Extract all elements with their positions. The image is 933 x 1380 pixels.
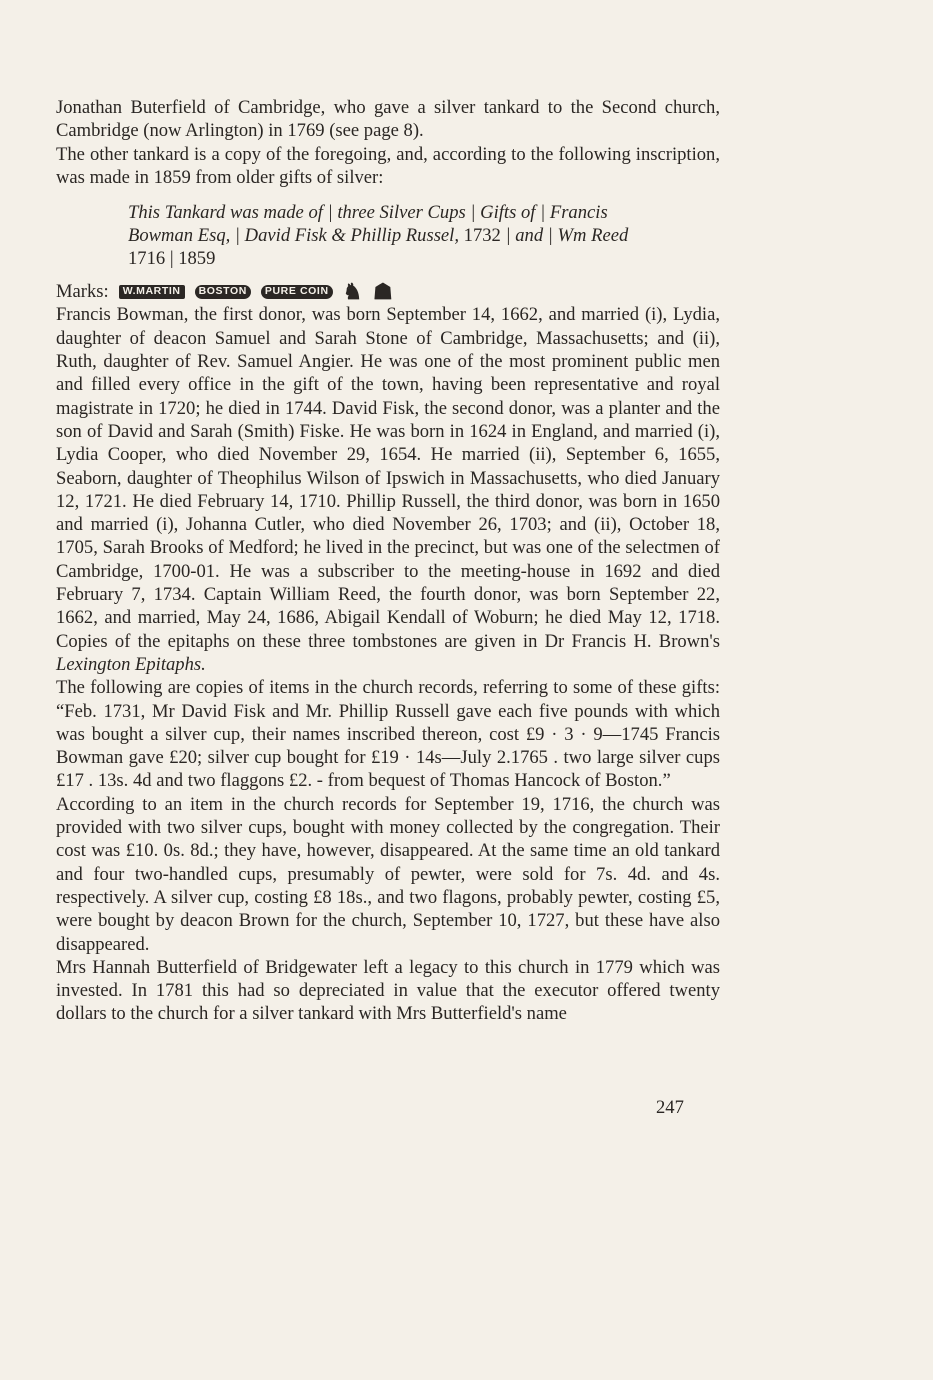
silversmith-marks bbox=[56, 280, 720, 303]
standard-mark-stamp: PURE COIN bbox=[261, 285, 333, 299]
book-title: Lexington Epitaphs. bbox=[56, 653, 206, 675]
marks-label: Marks: bbox=[56, 281, 109, 303]
paragraph: Mrs Hannah Butterfield of Bridgewater left a legacy to this church in 1779 which was invested. In 1781 this had so depreciated in value that the executor offered twenty dollars to the church for a silver tankard with Mrs Butterfield's name bbox=[56, 956, 720, 1025]
paragraph: The other tankard is a copy of the foregoing, and, according to the following inscription, was made in 1859 from older gifts of silver: bbox=[56, 143, 720, 188]
inscription-year: 1732 bbox=[463, 225, 501, 247]
paragraph-text: Francis Bowman, the first donor, was born September 14, 1662, and married (i), Lydia, daughter of deacon Samuel and Sarah Stone of Cambridge, Massachusetts; and (ii), Ruth, daughter of Rev. Samuel Angier. He was one of the most prominent public men and filled every office in the gift of the town, having been representative and royal magistrate in 1720; he died in 1744. David Fisk, the second donor, was a planter and the son of David and Sarah (Smith) Fiske. He was born in 1624 in England, and married (i), Lydia Cooper, who died November 29, 1654. He married (ii), September 6, 1655, Seaborn, daughter of Theophilus Wilson of Ipswich in Massachusetts, who died January 12, 1721. He died February 14, 1710. Phillip Russell, the third donor, was born in 1650 and married (i), Johanna Cutler, who died November 26, 1703; and (ii), October 18, 1705, Sarah Brooks of Medford; he lived in the precinct, but was one of the selectmen of Cambridge, 1700-01. He was a subscriber to the meeting-house in 1692 and died February 7, 1734. Captain William Reed, the fourth donor, was born September 22, 1662, and married, May 24, 1686, Abigail Kendall of Woburn; he died May 12, 1718. Copies of the epitaphs on these three tombstones are given in Dr Francis H. Brown's bbox=[56, 304, 720, 652]
paragraph: According to an item in the church records for September 19, 1716, the church was provided with two silver cups, bought with money collected by the congregation. Their cost was £10. 0s. 8d.; they have, however, disappeared. At the same time an old tankard and four two-handled cups, presumably of pewter, were sold for 7s. 4d. and 4s. respectively. A silver cup, costing £8 18s., and two flagons, probably pewter, costing £5, were bought by deacon Brown for the church, September 10, 1727, but these have also disappeared. bbox=[56, 793, 720, 955]
maker-mark-stamp: W.MARTIN bbox=[119, 285, 185, 299]
inscription-text: This Tankard was made of | three Silver Cups | Gifts of | Francis Bowman Esq, | David Fisk & Phillip Russel, bbox=[128, 202, 608, 247]
page-number: 247 bbox=[656, 1097, 684, 1118]
paragraph bbox=[56, 303, 720, 676]
head-icon: ☗ bbox=[372, 279, 394, 305]
inscription bbox=[128, 201, 668, 270]
paragraph: Jonathan Buterfield of Cambridge, who gave a silver tankard to the Second church, Cambridge (now Arlington) in 1769 (see page 8). bbox=[56, 97, 720, 142]
town-mark-stamp: BOSTON bbox=[195, 285, 251, 299]
body-text bbox=[56, 96, 720, 1026]
inscription-text: | and | Wm Reed bbox=[500, 225, 629, 247]
paragraph: The following are copies of items in the church records, referring to some of these gifts: “Feb. 1731, Mr David Fisk and Mr. Phillip Russell gave each five pounds with which was bought a silver cup, their names inscribed thereon, cost £9 · 3 · 9—1745 Francis Bowman gave £20; silver cup bought for £19 · 14s—July 2.1765 . two large silver cups £17 . 13s. 4d and two flaggons £2. - from bequest of Thomas Hancock of Boston.” bbox=[56, 677, 720, 792]
lion-icon: ♞ bbox=[342, 279, 363, 305]
inscription-years: 1716 | 1859 bbox=[128, 248, 216, 270]
